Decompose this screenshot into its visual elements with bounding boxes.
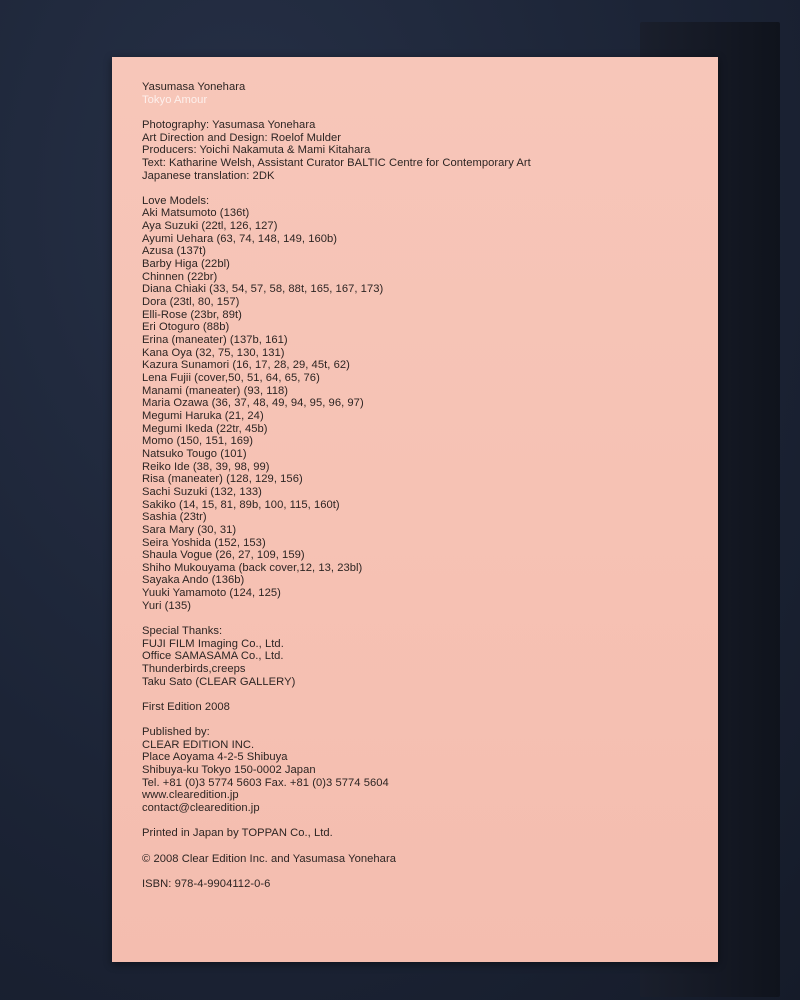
model-entry: Seira Yoshida (152, 153): [142, 536, 266, 549]
publisher-heading: Published by:: [142, 726, 210, 739]
publisher-line: Place Aoyama 4-2-5 Shibuya: [142, 751, 288, 764]
credit-line: Text: Katharine Welsh, Assistant Curator BALTIC Centre for Contemporary Art: [142, 156, 531, 169]
model-entry: Reiko Ide (38, 39, 98, 99): [142, 460, 270, 473]
publisher-line: CLEAR EDITION INC.: [142, 738, 255, 751]
special-thanks-heading: Special Thanks:: [142, 625, 223, 638]
love-models-block: [142, 195, 698, 613]
model-entry: Aki Matsumoto (136t): [142, 207, 250, 220]
model-entry: Barby Higa (22bl): [142, 258, 230, 271]
colophon-text: [142, 81, 698, 891]
special-thanks-block: [142, 625, 698, 688]
model-entry: Shaula Vogue (26, 27, 109, 159): [142, 549, 305, 562]
model-entry: Aya Suzuki (22tl, 126, 127): [142, 220, 278, 233]
love-models-heading: Love Models:: [142, 194, 210, 207]
model-entry: Eri Otoguro (88b): [142, 321, 230, 334]
model-entry: Azusa (137t): [142, 245, 207, 258]
model-entry: Kazura Sunamori (16, 17, 28, 29, 45t, 62): [142, 359, 350, 372]
model-entry: Diana Chiaki (33, 54, 57, 58, 88t, 165, 167, 173): [142, 283, 384, 296]
isbn-line: ISBN: 978-4-9904112-0-6: [142, 877, 271, 890]
book-title: Tokyo Amour: [142, 93, 208, 106]
credit-line: Japanese translation: 2DK: [142, 169, 275, 182]
credit-line: Art Direction and Design: Roelof Mulder: [142, 131, 342, 144]
model-entry: Yuuki Yamamoto (124, 125): [142, 587, 281, 600]
model-entry: Yuri (135): [142, 599, 192, 612]
model-entry: Megumi Ikeda (22tr, 45b): [142, 422, 268, 435]
model-entry: Chinnen (22br): [142, 270, 218, 283]
edition-line: First Edition 2008: [142, 700, 230, 713]
credit-line: Photography: Yasumasa Yonehara: [142, 118, 316, 131]
thanks-entry: Office SAMASAMA Co., Ltd.: [142, 650, 284, 663]
thanks-entry: Thunderbirds,creeps: [142, 663, 246, 675]
model-entry: Maria Ozawa (36, 37, 48, 49, 94, 95, 96, 97): [142, 397, 364, 410]
printed-line: Printed in Japan by TOPPAN Co., Ltd.: [142, 827, 333, 840]
model-entry: Elli-Rose (23br, 89t): [142, 308, 242, 321]
colophon-page: [112, 57, 718, 962]
model-entry: Kana Oya (32, 75, 130, 131): [142, 346, 285, 359]
model-entry: Ayumi Uehara (63, 74, 148, 149, 160b): [142, 232, 338, 245]
model-entry: Manami (maneater) (93, 118): [142, 384, 289, 397]
credits-block: [142, 119, 698, 182]
model-entry: Sayaka Ando (136b): [142, 574, 245, 587]
model-entry: Momo (150, 151, 169): [142, 435, 254, 448]
model-entry: Lena Fujii (cover,50, 51, 64, 65, 76): [142, 371, 320, 384]
publisher-line: Shibuya-ku Tokyo 150-0002 Japan: [142, 764, 316, 777]
copyright-line: © 2008 Clear Edition Inc. and Yasumasa Yonehara: [142, 852, 396, 865]
author-name: Yasumasa Yonehara: [142, 81, 246, 93]
credit-line: Producers: Yoichi Nakamuta & Mami Kitahara: [142, 144, 371, 157]
publisher-block: [142, 726, 698, 815]
model-entry: Sashia (23tr): [142, 511, 207, 524]
thanks-entry: FUJI FILM Imaging Co., Ltd.: [142, 637, 284, 650]
thanks-entry: Taku Sato (CLEAR GALLERY): [142, 675, 296, 688]
model-entry: Dora (23tl, 80, 157): [142, 296, 240, 309]
model-entry: Megumi Haruka (21, 24): [142, 409, 264, 422]
model-entry: Natsuko Tougo (101): [142, 447, 247, 460]
model-entry: Erina (maneater) (137b, 161): [142, 334, 288, 346]
model-entry: Sachi Suzuki (132, 133): [142, 485, 262, 498]
publisher-line: Tel. +81 (0)3 5774 5603 Fax. +81 (0)3 5774 5604: [142, 776, 389, 789]
model-entry: Sara Mary (30, 31): [142, 523, 237, 536]
publisher-email: contact@clearedition.jp: [142, 802, 260, 815]
publisher-website: www.clearedition.jp: [142, 789, 239, 802]
model-entry: Sakiko (14, 15, 81, 89b, 100, 115, 160t): [142, 498, 340, 511]
model-entry: Risa (maneater) (128, 129, 156): [142, 473, 303, 486]
model-entry: Shiho Mukouyama (back cover,12, 13, 23bl): [142, 561, 363, 574]
